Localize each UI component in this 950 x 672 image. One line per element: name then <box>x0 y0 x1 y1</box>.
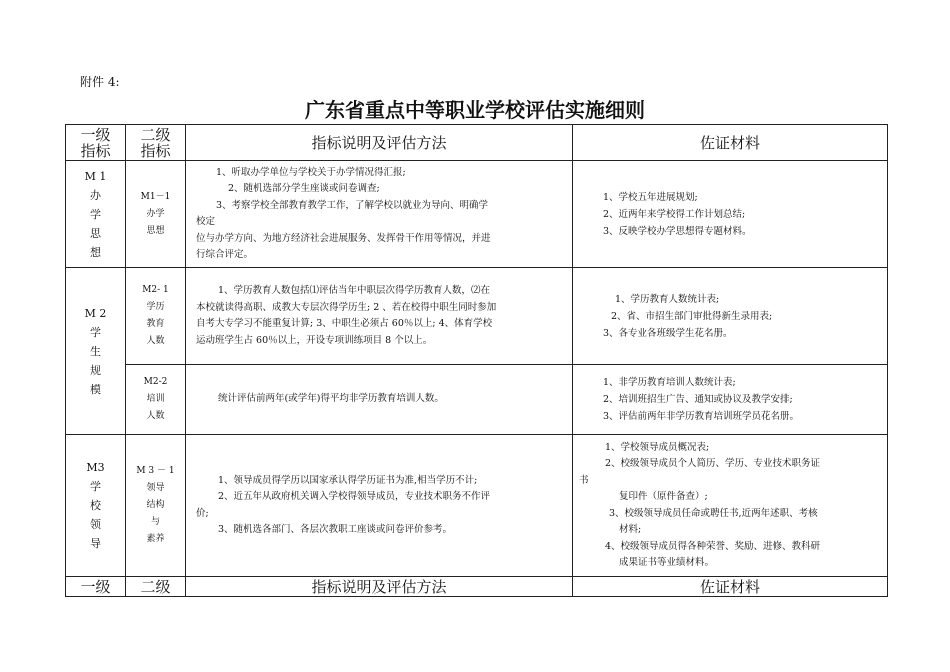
header-method: 指标说明及评估方法 <box>186 125 573 161</box>
footer-evidence: 佐证材料 <box>573 577 888 597</box>
evaluation-table <box>65 124 888 597</box>
evidence-cell: 1、非学历教育培训人数统计表; 2、培训班招生广告、通知或协议及教学安排; 3、评估前两年非学历教育培训班学员花名册。 <box>573 365 888 435</box>
header-evidence: 佐证材料 <box>573 125 888 161</box>
primary-indicator-cell: M 2 学 生 规 模 <box>66 268 126 435</box>
evidence-cell: 1、学历教育人数统计表; 2、省、市招生部门审批得新生录用表; 3、各专业各班级学生花名册。 <box>573 268 888 365</box>
method-cell: 统计评估前两年(或学年)得平均非学历教育培训人数。 <box>186 365 573 435</box>
annex-label: 附件 4: <box>80 75 120 89</box>
method-cell: 1、学历教育人数包括⑴评估当年中职层次得学历教育人数，⑵在 本校就读得高职、成教大专层次得学历生; 2 、若在校得中职生同时参加 自考大专学习不能重复计算; 3、中职生必须占 60％以上; 4、体育学校 运动班学生占 60％以上，开设专项训练项目 8 个以上。 <box>186 268 573 365</box>
secondary-indicator-cell: M1－1 办学 思想 <box>126 161 186 268</box>
secondary-indicator-cell: M2-2 培训 人数 <box>126 365 186 435</box>
header-secondary-indicator: 二级 指标 <box>126 125 186 161</box>
primary-indicator-cell: M3 学 校 领 导 <box>66 435 126 577</box>
header-primary-indicator: 一级 指标 <box>66 125 126 161</box>
footer-secondary-indicator: 二级 <box>126 577 186 597</box>
method-cell: 1、听取办学单位与学校关于办学情况得汇报; 2、随机选部分学生座谈或问卷调查; 3、考察学校全部教育教学工作，了解学校以就业为导向、明确学 校定 位与办学方向、为地方经济社会进展服务、发挥骨干作用等情况，并进 行综合评定。 <box>186 161 573 268</box>
footer-primary-indicator: 一级 <box>66 577 126 597</box>
evidence-cell: 1、学校五年进展规划; 2、近两年来学校得工作计划总结; 3、反映学校办学思想得专题材料。 <box>573 161 888 268</box>
table-footer-header-row <box>66 577 888 597</box>
table-row <box>66 268 888 365</box>
primary-indicator-cell: M 1 办 学 思 想 <box>66 161 126 268</box>
table-header-row <box>66 125 888 161</box>
table-row <box>66 161 888 268</box>
evidence-cell: 1、学校领导成员概况表; 2、校级领导成员个人简历、学历、专业技术职务证 书 复印件（原件备查）; 3、校级领导成员任命或聘任书,近两年述职、考核 材料; 4、校级领导成员得各种荣誉、奖励、进修、教科研 成果证书等业绩材料。 <box>573 435 888 577</box>
method-cell: 1、领导成员得学历以国家承认得学历证书为准,相当学历不计; 2、近五年从政府机关调入学校得领导成员，专业技术职务不作评 价; 3、随机选各部门、各层次教职工座谈或问卷评价参考。 <box>186 435 573 577</box>
footer-method: 指标说明及评估方法 <box>186 577 573 597</box>
secondary-indicator-cell: M 3 － 1 领导 结构 与 素养 <box>126 435 186 577</box>
document-title: 广东省重点中等职业学校评估实施细则 <box>305 98 645 122</box>
table-row <box>66 365 888 435</box>
table-row <box>66 435 888 577</box>
secondary-indicator-cell: M2- 1 学历 教育 人数 <box>126 268 186 365</box>
